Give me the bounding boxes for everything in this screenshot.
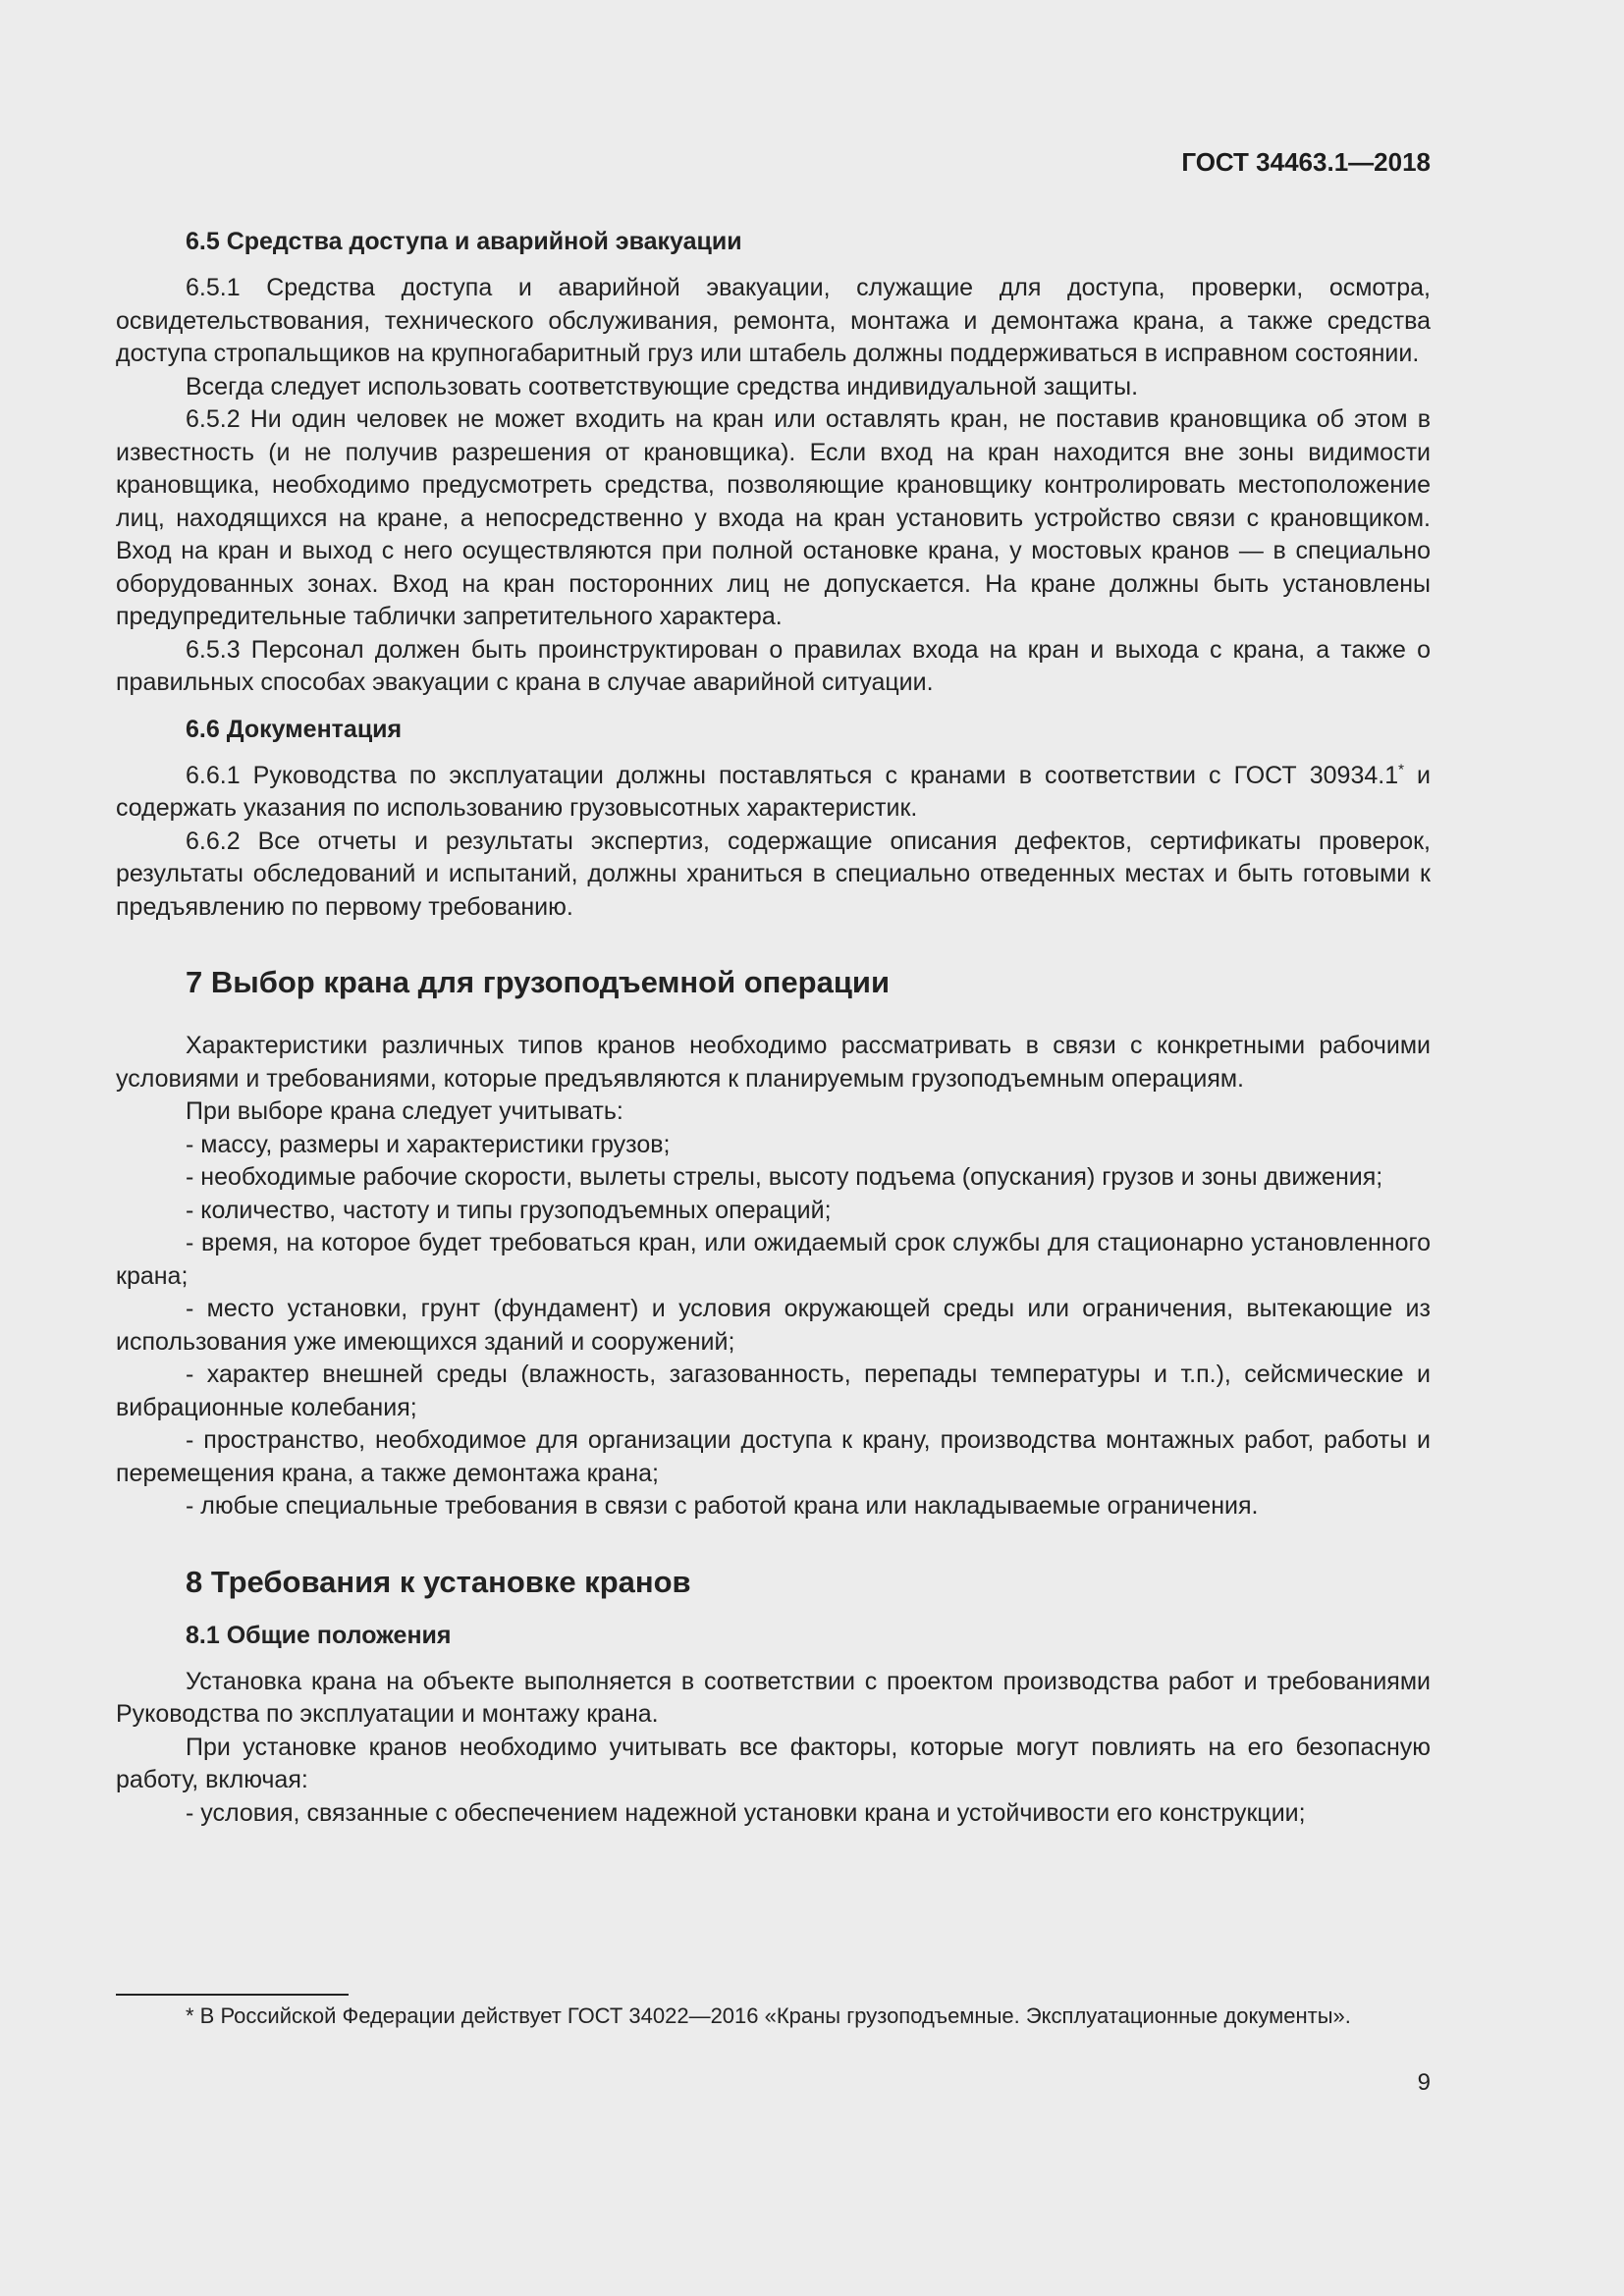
page-content xyxy=(116,226,1431,1830)
heading-6-5: 6.5 Средства доступа и аварийной эвакуации xyxy=(186,228,742,255)
paragraph: При выборе крана следует учитывать: xyxy=(186,1097,623,1125)
heading-8-1: 8.1 Общие положения xyxy=(186,1621,452,1649)
paragraph-text: 6.6.1 Руководства по эксплуатации должны поставляться с кранами в соответствии с ГОСТ 30934.1 xyxy=(186,761,1399,789)
list-item: - необходимые рабочие скорости, вылеты стрелы, высоту подъема (опускания) грузов и зоны движения; xyxy=(186,1163,1383,1191)
paragraph: 6.5.1 Средства доступа и аварийной эвакуации, служащие для доступа, проверки, осмотра, освидетельствования, технического обслуживания, ремонта, монтажа и демонтажа крана, а также средства доступа стропальщиков на крупногабаритный груз или штабель должны поддерживаться в исправном состоянии. xyxy=(116,274,1431,367)
paragraph: Характеристики различных типов кранов необходимо рассматривать в связи с конкретными рабочими условиями и требованиями, которые предъявляются к планируемым грузоподъемным операциям. xyxy=(116,1032,1431,1093)
paragraph: 6.6.2 Все отчеты и результаты экспертиз, содержащие описания дефектов, сертификаты проверок, результаты обследований и испытаний, должны храниться в специально отведенных местах и быть готовыми к предъявлению по первому требованию. xyxy=(116,827,1431,921)
footnote-separator xyxy=(116,1994,349,1996)
paragraph: При установке кранов необходимо учитывать все факторы, которые могут повлиять на его безопасную работу, включая: xyxy=(116,1733,1431,1793)
list-item: - пространство, необходимое для организации доступа к крану, производства монтажных работ, работы и перемещения крана, а также демонтажа крана; xyxy=(116,1426,1431,1487)
list-item: - характер внешней среды (влажность, загазованность, перепады температуры и т.п.), сейсмические и вибрационные колебания; xyxy=(116,1361,1431,1421)
list-item: - любые специальные требования в связи с работой крана или накладываемые ограничения. xyxy=(186,1492,1259,1520)
heading-section-8: 8 Требования к установке кранов xyxy=(186,1564,691,1599)
list-item: - место установки, грунт (фундамент) и условия окружающей среды или ограничения, вытекающие из использования уже имеющихся зданий и сооружений; xyxy=(116,1295,1431,1356)
paragraph-text: и содержать указания по использованию грузовысотных характеристик. xyxy=(116,761,1431,822)
heading-6-6: 6.6 Документация xyxy=(186,715,403,743)
footnote: * В Российской Федерации действует ГОСТ 34022—2016 «Краны грузоподъемные. Эксплуатационные документы». xyxy=(186,2003,1351,2028)
list-item: - массу, размеры и характеристики грузов; xyxy=(186,1130,671,1158)
paragraph-with-footnote-ref xyxy=(116,760,1431,826)
paragraph: 6.5.3 Персонал должен быть проинструктирован о правилах входа на кран и выхода с крана, а также о правильных способах эвакуации с крана в случае аварийной ситуации. xyxy=(116,635,1431,696)
heading-section-7: 7 Выбор крана для грузоподъемной операции xyxy=(186,965,890,999)
document-code: ГОСТ 34463.1—2018 xyxy=(1181,147,1431,177)
page-number: 9 xyxy=(1417,2069,1431,2096)
paragraph: Всегда следует использовать соответствующие средства индивидуальной защиты. xyxy=(186,372,1139,400)
paragraph: 6.5.2 Ни один человек не может входить на кран или оставлять кран, не поставив крановщика об этом в известность (и не получив разрешения от крановщика). Если вход на кран находится вне зоны видимости крановщика, необходимо предусмотреть средства, позволяющие крановщику контролировать местоположение лиц, находящихся на кране, а непосредственно у входа на кран установить устройство связи с крановщиком. Вход на кран и выход с него осуществляются при полной остановке крана, у мостовых кранов — в специально оборудованных зонах. Вход на кран посторонних лиц не допускается. На кране должны быть установлены предупредительные таблички запретительного характера. xyxy=(116,405,1431,630)
list-item: - условия, связанные с обеспечением надежной установки крана и устойчивости его конструкции; xyxy=(186,1798,1306,1827)
footnote-mark: * xyxy=(1398,761,1404,778)
paragraph: Установка крана на объекте выполняется в соответствии с проектом производства работ и требованиями Руководства по эксплуатации и монтажу крана. xyxy=(116,1667,1431,1728)
list-item: - количество, частоту и типы грузоподъемных операций; xyxy=(186,1196,832,1224)
list-item: - время, на которое будет требоваться кран, или ожидаемый срок службы для стационарно установленного крана; xyxy=(116,1229,1431,1290)
